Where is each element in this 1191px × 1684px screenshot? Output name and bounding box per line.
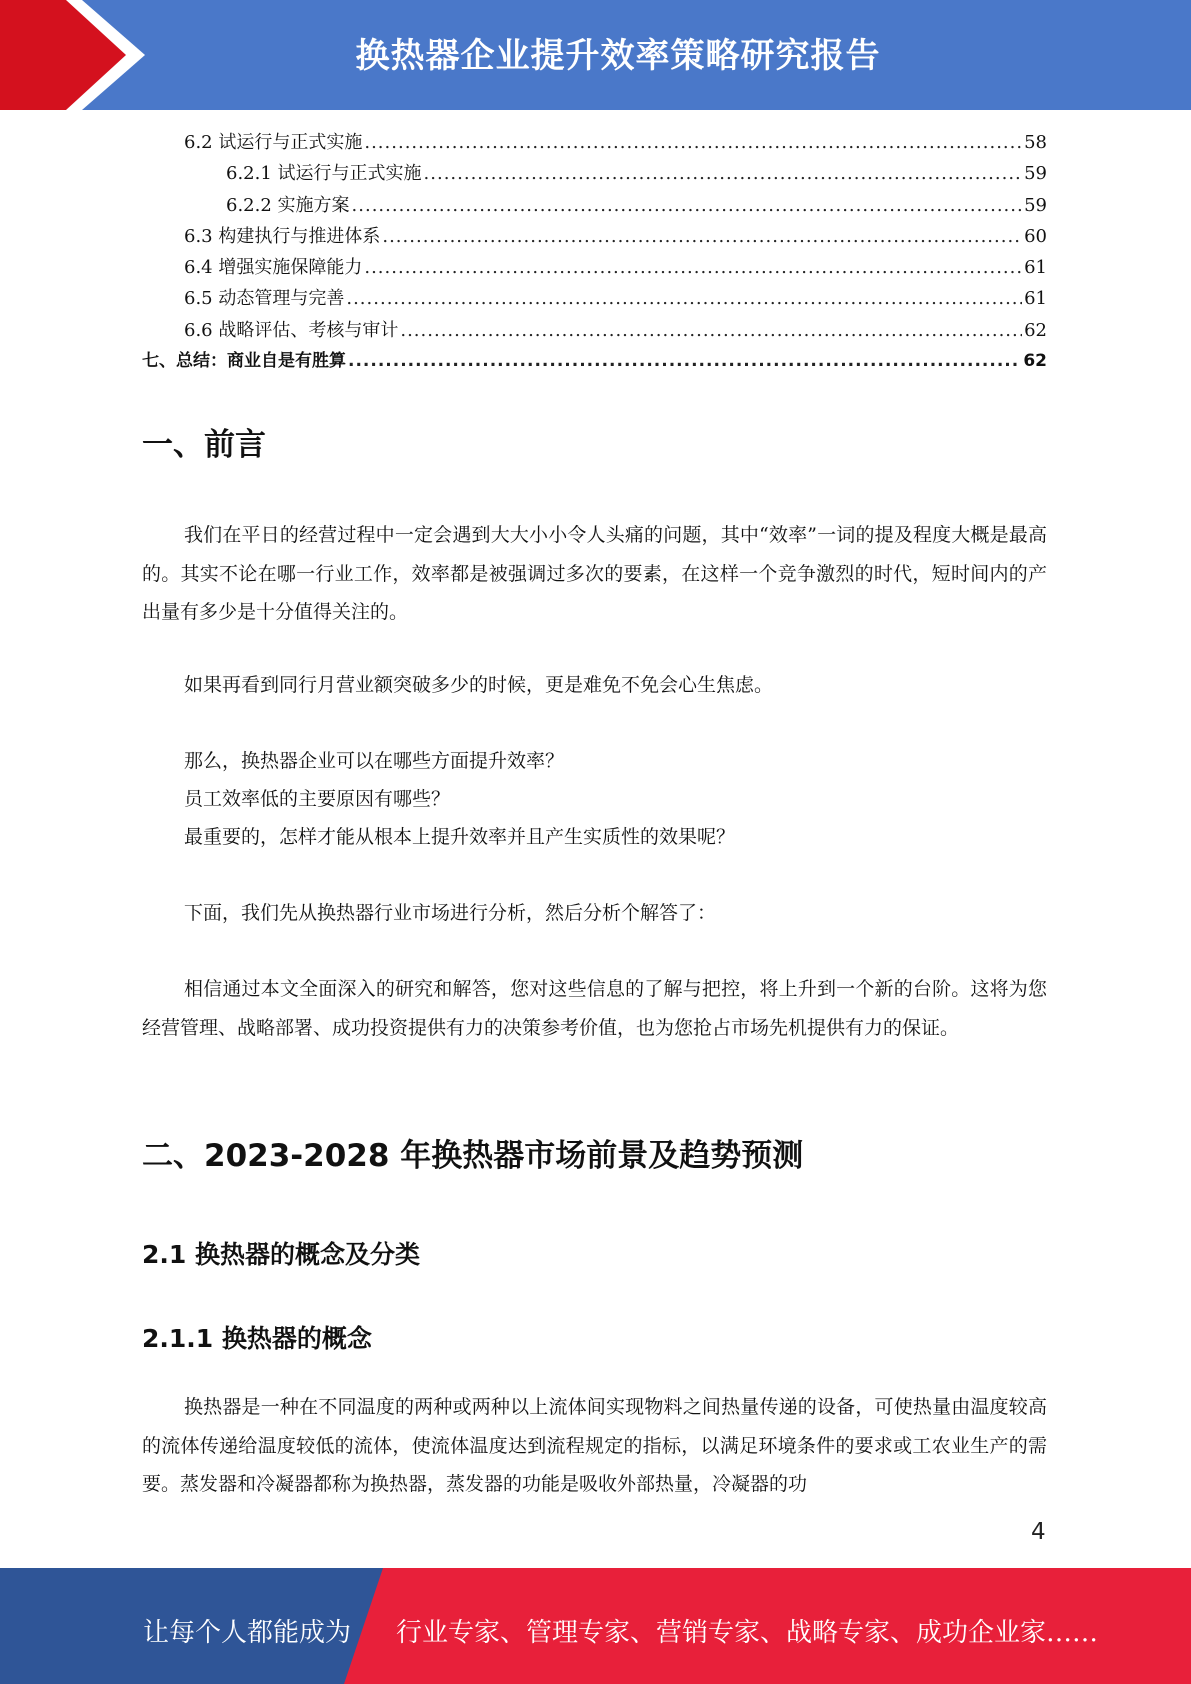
footer-slogan-left: 让每个人都能成为	[143, 1618, 352, 1648]
page-number: 4	[1031, 1519, 1046, 1545]
toc-entry-label: 6.4 增强实施保障能力	[184, 257, 363, 279]
toc-entry-label: 6.2.1 试运行与正式实施	[226, 163, 422, 185]
question-line: 最重要的，怎样才能从根本上提升效率并且产生实质性的效果呢？	[184, 826, 736, 848]
page-footer	[0, 1568, 1191, 1684]
section-heading: 一、前言	[142, 427, 266, 463]
paragraph: 如果再看到同行月营业额突破多少的时候，更是难免不免会心生焦虑。	[184, 674, 774, 696]
toc-leader-dots	[346, 283, 1022, 314]
table-of-contents	[142, 127, 1047, 377]
toc-entry[interactable]	[142, 346, 1047, 377]
paragraph: 我们在平日的经营过程中一定会遇到大大小小令人头痛的问题，其中“效率”一词的提及程度大概是最高的。其实不论在哪一行业工作，效率都是被强调过多次的要素，在这样一个竞争激烈的时代，短时间内的产出量有多少是十分值得关注的。	[142, 524, 1047, 623]
subsection-heading: 2.1 换热器的概念及分类	[142, 1240, 420, 1269]
toc-entry[interactable]	[142, 315, 1047, 346]
toc-leader-dots	[424, 158, 1023, 189]
subsection-heading: 2.1.1 换热器的概念	[142, 1324, 372, 1353]
toc-entry-page: 61	[1024, 288, 1047, 310]
toc-entry-label: 6.6 战略评估、考核与审计	[184, 319, 399, 341]
toc-leader-dots	[352, 190, 1023, 221]
toc-entry-label: 6.2.2 实施方案	[226, 194, 350, 216]
toc-entry[interactable]	[142, 127, 1047, 158]
toc-entry-label: 6.2 试运行与正式实施	[184, 132, 363, 153]
toc-leader-dots	[364, 252, 1022, 283]
toc-entry-label: 6.5 动态管理与完善	[184, 288, 345, 310]
toc-entry-page: 58	[1024, 132, 1047, 153]
section-heading: 二、2023-2028 年换热器市场前景及趋势预测	[142, 1138, 804, 1174]
header-title: 换热器企业提升效率策略研究报告	[355, 36, 881, 76]
paragraph: 下面，我们先从换热器行业市场进行分析，然后分析个解答了：	[184, 902, 717, 924]
footer-slogan-right: 行业专家、管理专家、营销专家、战略专家、成功企业家……	[396, 1618, 1099, 1648]
toc-entry-page: 59	[1024, 163, 1047, 185]
paragraph: 相信通过本文全面深入的研究和解答，您对这些信息的了解与把控，将上升到一个新的台阶。这将为您经营管理、战略部署、成功投资提供有力的决策参考价值，也为您抢占市场先机提供有力的保证。	[142, 978, 1047, 1039]
toc-entry[interactable]	[142, 252, 1047, 283]
toc-leader-dots	[382, 221, 1022, 252]
toc-leader-dots	[348, 346, 1021, 377]
toc-entry[interactable]	[142, 190, 1047, 221]
toc-entry[interactable]	[142, 158, 1047, 189]
toc-entry[interactable]	[142, 283, 1047, 314]
question-line: 那么，换热器企业可以在哪些方面提升效率？	[184, 750, 565, 772]
toc-entry-page: 61	[1024, 257, 1047, 279]
toc-entry-page: 59	[1024, 194, 1047, 216]
question-line: 员工效率低的主要原因有哪些？	[184, 788, 451, 810]
toc-leader-dots	[364, 127, 1022, 158]
toc-entry-label: 6.3 构建执行与推进体系	[184, 225, 381, 247]
toc-entry-page: 62	[1024, 319, 1047, 341]
page-header	[0, 0, 1191, 110]
toc-entry-label: 七、总结：商业自是有胜算	[142, 351, 346, 372]
toc-leader-dots	[400, 315, 1022, 346]
toc-entry-page: 62	[1023, 351, 1047, 372]
toc-entry[interactable]	[142, 221, 1047, 252]
paragraph: 换热器是一种在不同温度的两种或两种以上流体间实现物料之间热量传递的设备，可使热量由温度较高的流体传递给温度较低的流体，使流体温度达到流程规定的指标，以满足环境条件的要求或工农业生产的需要。蒸发器和冷凝器都称为换热器，蒸发器的功能是吸收外部热量，冷凝器的功	[142, 1396, 1047, 1495]
toc-entry-page: 60	[1024, 225, 1047, 247]
